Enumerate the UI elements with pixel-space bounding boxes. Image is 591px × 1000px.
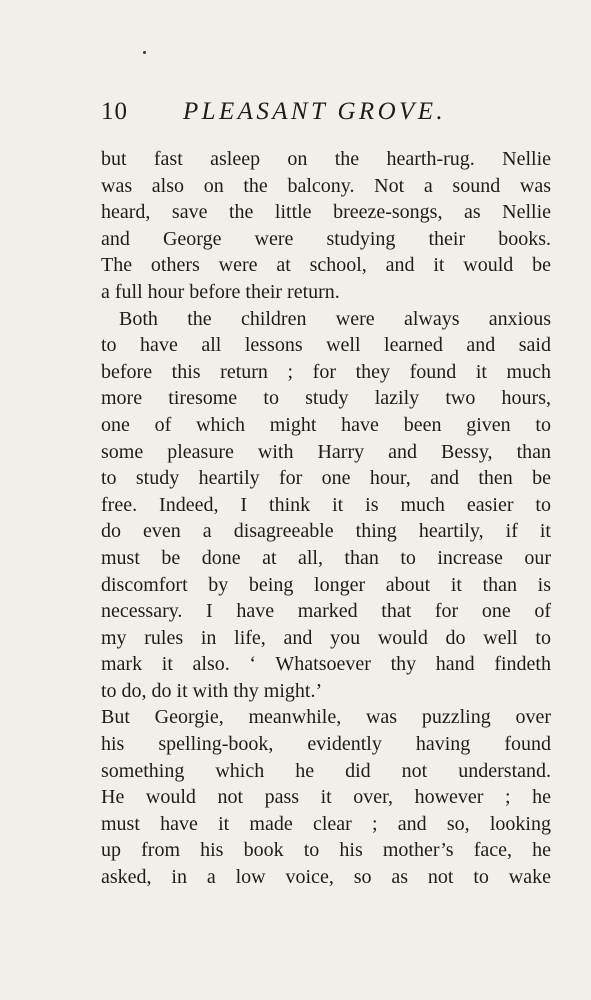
text-line: more tiresome to study lazily two hours,	[101, 387, 551, 410]
text-line: my rules in life, and you would do well to	[101, 626, 551, 649]
text-line: one of which might have been given to	[101, 413, 551, 436]
book-title: PLEASANT GROVE.	[183, 98, 447, 125]
text-line: to study heartily for one hour, and then be	[101, 467, 551, 490]
running-head	[101, 98, 451, 132]
text-line: must be done at all, than to increase our	[101, 546, 551, 569]
text-line: was also on the balcony. Not a sound was	[101, 174, 551, 197]
text-line: up from his book to his mother’s face, he	[101, 839, 551, 862]
text-line: discomfort by being longer about it than is	[101, 573, 551, 596]
text-line: to do, do it with thy might.’	[101, 679, 323, 702]
text-line: do even a disagreeable thing heartily, if it	[101, 520, 551, 543]
text-line: mark it also. ‘ Whatsoever thy hand findeth	[101, 653, 551, 676]
text-line: but fast asleep on the hearth-rug. Nellie	[101, 148, 551, 170]
text-line: something which he did not understand.	[101, 759, 551, 782]
text-line: to have all lessons well learned and said	[101, 334, 551, 357]
body-text	[101, 146, 551, 891]
text-line: some pleasure with Harry and Bessy, than	[101, 440, 551, 463]
ink-speck	[143, 51, 146, 54]
text-line: He would not pass it over, however ; he	[101, 786, 551, 809]
text-line: free. Indeed, I think it is much easier to	[101, 493, 551, 516]
text-line: Both the children were always anxious	[119, 307, 551, 330]
page-number: 10	[101, 98, 128, 125]
text-line: his spelling-book, evidently having found	[101, 733, 551, 756]
text-line: necessary. I have marked that for one of	[101, 600, 551, 623]
text-line: heard, save the little breeze-songs, as Nellie	[101, 201, 551, 224]
text-line: The others were at school, and it would be	[101, 254, 551, 277]
text-line: a full hour before their return.	[101, 280, 340, 303]
text-line: asked, in a low voice, so as not to wake	[101, 866, 551, 889]
text-line: must have it made clear ; and so, looking	[101, 812, 551, 835]
text-line: before this return ; for they found it much	[101, 360, 551, 383]
text-line: and George were studying their books.	[101, 227, 551, 250]
text-line: But Georgie, meanwhile, was puzzling over	[101, 706, 551, 729]
